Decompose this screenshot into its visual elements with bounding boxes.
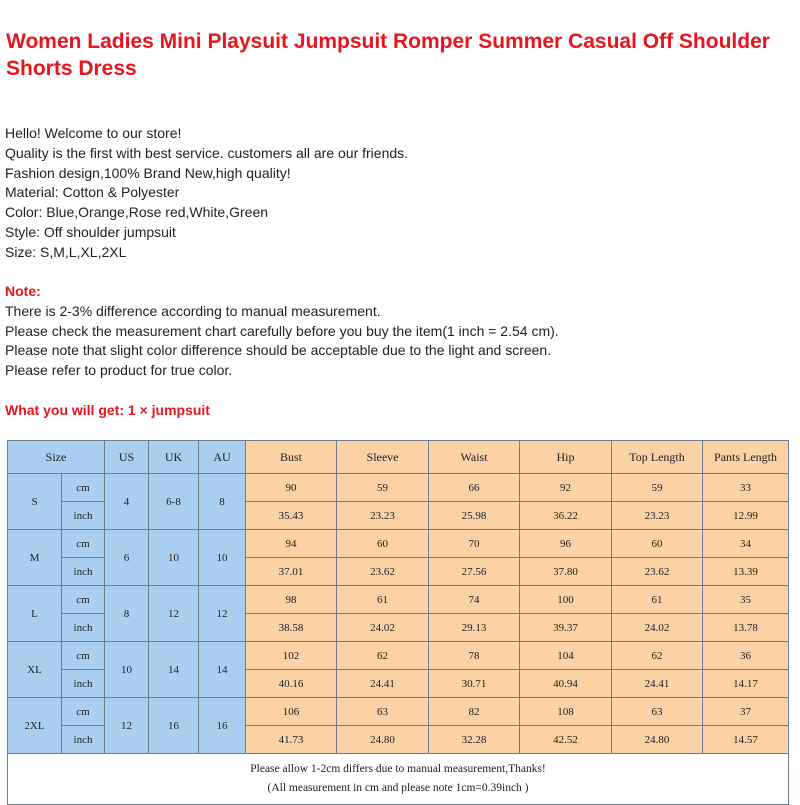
- measure-cell: 25.98: [429, 502, 520, 530]
- measure-cell: 60: [337, 530, 429, 558]
- measure-cell: 27.56: [429, 558, 520, 586]
- us-size: 4: [105, 474, 149, 530]
- unit-label: inch: [62, 558, 105, 586]
- measure-cell: 23.23: [337, 502, 429, 530]
- note-line: There is 2-3% difference according to manual measurement.: [5, 303, 381, 319]
- note-text: [5, 302, 559, 380]
- us-size: 6: [105, 530, 149, 586]
- au-size: 10: [199, 530, 246, 586]
- header-cell: Pants Length: [703, 441, 789, 474]
- size-label: L: [8, 586, 62, 642]
- measure-cell: 35: [703, 586, 789, 614]
- measure-cell: 37.80: [520, 558, 612, 586]
- measure-cell: 38.58: [246, 614, 337, 642]
- intro-line: Fashion design,100% Brand New,high quality!: [5, 164, 291, 181]
- measure-cell: 106: [246, 698, 337, 726]
- note-heading: Note:: [5, 283, 41, 299]
- header-cell: AU: [199, 441, 246, 474]
- measure-cell: 24.80: [612, 726, 703, 754]
- us-size: 10: [105, 642, 149, 698]
- intro-line: Hello! Welcome to our store!: [5, 125, 182, 141]
- measure-cell: 40.94: [520, 670, 612, 698]
- intro-line: Quality is the first with best service. customers all are our friends.: [5, 144, 409, 161]
- measure-cell: 23.23: [612, 502, 703, 530]
- table-row: [8, 586, 789, 614]
- measure-cell: 24.02: [612, 614, 703, 642]
- header-cell: Bust: [246, 441, 337, 474]
- footer-cell: [8, 754, 789, 805]
- header-cell: Waist: [429, 441, 520, 474]
- measure-cell: 14.17: [703, 670, 789, 698]
- unit-label: inch: [62, 502, 105, 530]
- measure-cell: 41.73: [246, 726, 337, 754]
- uk-size: 16: [149, 698, 199, 754]
- unit-label: cm: [62, 586, 105, 614]
- us-size: 8: [105, 586, 149, 642]
- size-chart: [7, 440, 789, 805]
- measure-cell: 24.02: [337, 614, 429, 642]
- note-line: Please check the measurement chart carefully before you buy the item(1 inch = 2.54 cm).: [5, 322, 559, 339]
- table-row: [8, 474, 789, 502]
- measure-cell: 61: [612, 586, 703, 614]
- measure-cell: 24.80: [337, 726, 429, 754]
- measure-cell: 74: [429, 586, 520, 614]
- footer-line: Please allow 1-2cm differs due to manual measurement,Thanks!: [250, 763, 546, 775]
- measure-cell: 12.99: [703, 502, 789, 530]
- size-label: M: [8, 530, 62, 586]
- au-size: 16: [199, 698, 246, 754]
- measure-cell: 62: [337, 642, 429, 670]
- package-contents: What you will get: 1 × jumpsuit: [5, 402, 210, 418]
- measure-cell: 42.52: [520, 726, 612, 754]
- measure-cell: 13.39: [703, 558, 789, 586]
- measure-cell: 23.62: [337, 558, 429, 586]
- header-cell: Hip: [520, 441, 612, 474]
- au-size: 12: [199, 586, 246, 642]
- uk-size: 10: [149, 530, 199, 586]
- header-cell: Top Length: [612, 441, 703, 474]
- unit-label: inch: [62, 670, 105, 698]
- measure-cell: 94: [246, 530, 337, 558]
- unit-label: cm: [62, 474, 105, 502]
- measure-cell: 35.43: [246, 502, 337, 530]
- au-size: 14: [199, 642, 246, 698]
- measure-cell: 59: [337, 474, 429, 502]
- measure-cell: 37.01: [246, 558, 337, 586]
- size-label: XL: [8, 642, 62, 698]
- measure-cell: 13.78: [703, 614, 789, 642]
- measure-cell: 37: [703, 698, 789, 726]
- uk-size: 14: [149, 642, 199, 698]
- header-cell: Sleeve: [337, 441, 429, 474]
- unit-label: cm: [62, 698, 105, 726]
- measure-cell: 23.62: [612, 558, 703, 586]
- unit-label: cm: [62, 530, 105, 558]
- measure-cell: 36: [703, 642, 789, 670]
- measure-cell: 102: [246, 642, 337, 670]
- intro-text: [5, 124, 408, 263]
- size-label: S: [8, 474, 62, 530]
- size-chart-header: [8, 441, 789, 474]
- au-size: 8: [199, 474, 246, 530]
- measure-cell: 96: [520, 530, 612, 558]
- measure-cell: 32.28: [429, 726, 520, 754]
- measure-cell: 40.16: [246, 670, 337, 698]
- measure-cell: 24.41: [612, 670, 703, 698]
- measure-cell: 78: [429, 642, 520, 670]
- measure-cell: 66: [429, 474, 520, 502]
- uk-size: 6-8: [149, 474, 199, 530]
- measure-cell: 62: [612, 642, 703, 670]
- measure-cell: 63: [612, 698, 703, 726]
- measure-cell: 98: [246, 586, 337, 614]
- measure-cell: 14.57: [703, 726, 789, 754]
- note-line: Please refer to product for true color.: [5, 361, 233, 378]
- measure-cell: 30.71: [429, 670, 520, 698]
- size-chart-footer: [8, 754, 789, 805]
- table-row: [8, 642, 789, 670]
- measure-cell: 100: [520, 586, 612, 614]
- measure-cell: 90: [246, 474, 337, 502]
- uk-size: 12: [149, 586, 199, 642]
- measure-cell: 104: [520, 642, 612, 670]
- us-size: 12: [105, 698, 149, 754]
- measure-cell: 29.13: [429, 614, 520, 642]
- intro-line: Color: Blue,Orange,Rose red,White,Green: [5, 204, 269, 221]
- measure-cell: 92: [520, 474, 612, 502]
- measure-cell: 61: [337, 586, 429, 614]
- header-cell: US: [105, 441, 149, 474]
- measure-cell: 60: [612, 530, 703, 558]
- measure-cell: 34: [703, 530, 789, 558]
- product-title: Women Ladies Mini Playsuit Jumpsuit Romper Summer Casual Off Shoulder Shorts Dress: [6, 30, 770, 80]
- measure-cell: 70: [429, 530, 520, 558]
- footer-line: (All measurement in cm and please note 1cm=0.39inch ): [267, 782, 529, 794]
- intro-line: Size: S,M,L,XL,2XL: [5, 243, 127, 260]
- intro-line: Material: Cotton & Polyester: [5, 184, 180, 201]
- table-row: [8, 530, 789, 558]
- measure-cell: 33: [703, 474, 789, 502]
- measure-cell: 82: [429, 698, 520, 726]
- header-cell: UK: [149, 441, 199, 474]
- measure-cell: 39.37: [520, 614, 612, 642]
- table-row: [8, 698, 789, 726]
- measure-cell: 24.41: [337, 670, 429, 698]
- measure-cell: 59: [612, 474, 703, 502]
- unit-label: inch: [62, 614, 105, 642]
- measure-cell: 36.22: [520, 502, 612, 530]
- unit-label: inch: [62, 726, 105, 754]
- measure-cell: 63: [337, 698, 429, 726]
- note-line: Please note that slight color difference should be acceptable due to the light and screen.: [5, 342, 552, 358]
- measure-cell: 108: [520, 698, 612, 726]
- intro-line: Style: Off shoulder jumpsuit: [5, 223, 176, 240]
- size-label: 2XL: [8, 698, 62, 754]
- unit-label: cm: [62, 642, 105, 670]
- header-cell: Size: [8, 441, 105, 474]
